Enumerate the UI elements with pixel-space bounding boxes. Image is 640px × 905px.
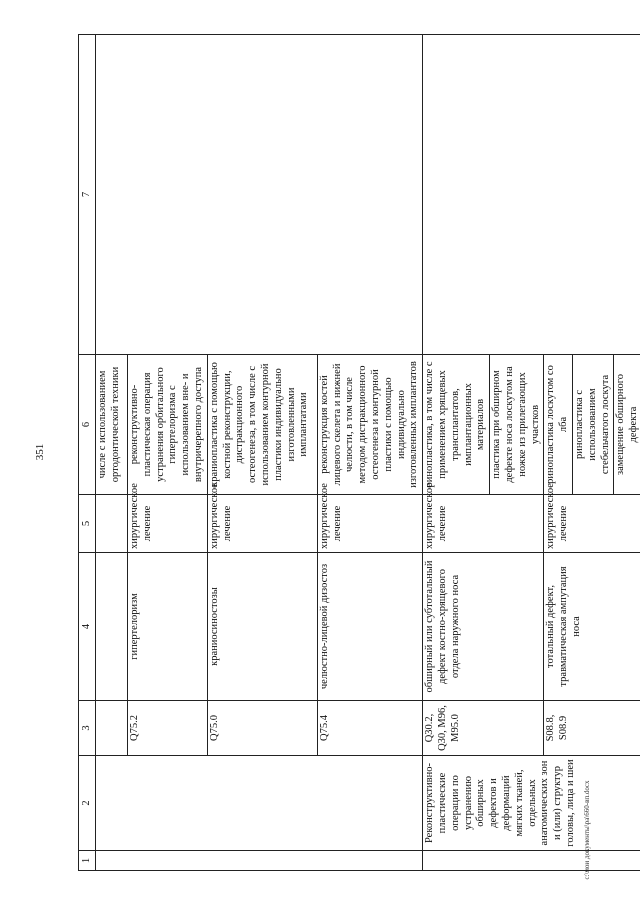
treatment-cell: хирургическое лечение bbox=[423, 495, 544, 553]
code-cell: S08.8, S08.9 bbox=[544, 701, 640, 756]
code-cell: Q75.4 bbox=[317, 701, 422, 756]
diagnosis-cell: гипертелоризм bbox=[128, 553, 208, 701]
diagnosis-cell: челюстно-лицевой дизостоз bbox=[317, 553, 422, 701]
header-col-5: 5 bbox=[79, 495, 96, 553]
table-row bbox=[423, 35, 490, 871]
header-col-1: 1 bbox=[79, 851, 96, 871]
diagnosis-cell: обширный или субтотальный дефект костно-хрящевого отдела наружного носа bbox=[423, 553, 544, 701]
header-col-7: 7 bbox=[79, 35, 96, 355]
rotated-table-wrapper bbox=[78, 35, 640, 871]
method-cell: реконструктивно-пластическая операция устранения орбитального гипертелоризма с использованием вне- и внутричерепного доступа bbox=[128, 355, 208, 495]
method-cell: замещение обширного дефекта bbox=[614, 355, 640, 495]
cell-empty bbox=[423, 35, 640, 355]
file-path-footer: c:\мои документы\ра\660-вп.docx bbox=[583, 780, 591, 880]
header-row bbox=[79, 35, 96, 871]
method-cell: ринопластика лоскутом со лба bbox=[544, 355, 573, 495]
header-col-3: 3 bbox=[79, 701, 96, 756]
diagnosis-cell: тотальный дефект, травматическая ампутация носа bbox=[544, 553, 640, 701]
method-cell: реконструкция костей лицевого скелета и нижней челюсти, в том числе методом дистракционного остеогенеза и контурной пластики с помощью индивидуально изготовленных имплантатов bbox=[317, 355, 422, 495]
treatment-cell: хирургическое лечение bbox=[207, 495, 317, 553]
diagnosis-cell: краниосиностозы bbox=[207, 553, 317, 701]
header-col-4: 4 bbox=[79, 553, 96, 701]
cell-empty bbox=[96, 495, 128, 553]
procedure-name-cell: Реконструктивно-пластические операции по устранению обширных дефектов и деформаций мягких тканей, отдельных анатомических зон и (или) структур головы, лица и шеи bbox=[423, 756, 640, 851]
method-cell: краниопластика с помощью костной реконструкции, дистракционного остеогенеза, в том числе с использованием контурной пластики индивидуально изготовленными имплантатами bbox=[207, 355, 317, 495]
code-cell: Q30.2, Q30, M96, M95.0 bbox=[423, 701, 544, 756]
cell-empty bbox=[96, 851, 423, 871]
cell-empty bbox=[96, 701, 128, 756]
treatment-cell: хирургическое лечение bbox=[128, 495, 208, 553]
cell-empty bbox=[423, 851, 640, 871]
treatment-table bbox=[78, 34, 640, 871]
method-cell: пластика при обширном дефекте носа лоскутом на ножке из прилегающих участков bbox=[490, 355, 544, 495]
method-cell: ринопластика, в том числе с применением хрящевых трансплантатов, имплантационных материалов bbox=[423, 355, 490, 495]
table-row bbox=[96, 35, 128, 871]
header-col-2: 2 bbox=[79, 756, 96, 851]
code-cell: Q75.0 bbox=[207, 701, 317, 756]
header-col-6: 6 bbox=[79, 355, 96, 495]
cell-empty bbox=[96, 756, 423, 851]
method-cell: ринопластика с использованием стебельчатого лоскута bbox=[572, 355, 613, 495]
cell-empty bbox=[96, 35, 423, 355]
treatment-cell: хирургическое лечение bbox=[317, 495, 422, 553]
page-number: 351 bbox=[34, 443, 46, 461]
treatment-cell: хирургическое лечение bbox=[544, 495, 640, 553]
cell-empty bbox=[96, 553, 128, 701]
method-cell: числе с использованием ортодонтической техники bbox=[96, 355, 128, 495]
code-cell: Q75.2 bbox=[128, 701, 208, 756]
